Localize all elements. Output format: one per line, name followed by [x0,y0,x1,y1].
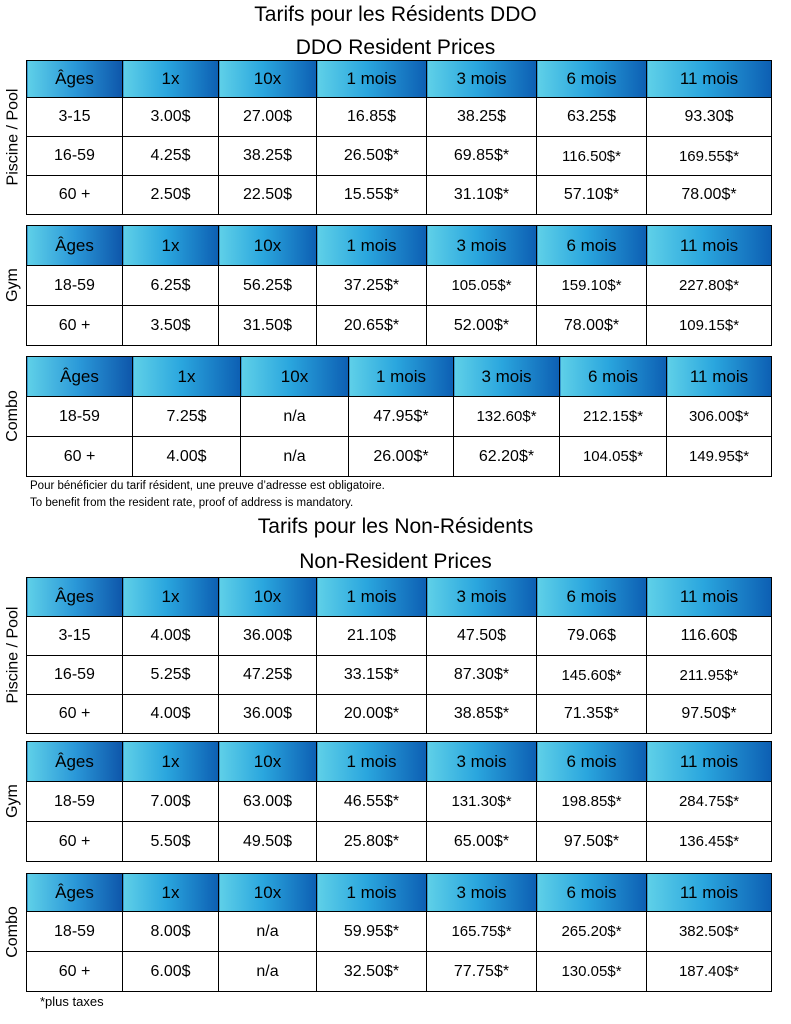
column-header: 10x [219,226,317,266]
column-header: 6 mois [537,226,647,266]
column-header: 10x [219,874,317,912]
price-row [27,912,772,952]
price-cell: 32.50$* [317,952,427,992]
price-cell: 56.25$ [219,266,317,306]
price-cell: 165.75$* [427,912,537,952]
age-cell: 3-15 [27,98,123,137]
price-cell: 130.05$* [537,952,647,992]
price-cell: 36.00$ [219,617,317,656]
price-row [27,306,772,346]
section-label-text: Piscine / Pool [4,606,21,704]
column-header: 1 mois [317,578,427,617]
column-header: 3 mois [427,742,537,782]
column-header: 10x [219,578,317,617]
price-cell: 52.00$* [427,306,537,346]
price-row [27,617,772,656]
price-cell: 37.25$* [317,266,427,306]
price-cell: 65.00$* [427,822,537,862]
column-header: 1x [123,742,219,782]
age-cell: 18-59 [27,782,123,822]
price-cell: 4.00$ [123,695,219,734]
price-cell: 198.85$* [537,782,647,822]
age-cell: 16-59 [27,656,123,695]
price-cell: 5.50$ [123,822,219,862]
age-cell: 18-59 [27,912,123,952]
resident-gym-table-group [4,225,771,345]
price-cell: 16.85$ [317,98,427,137]
resident-pool-table-group [4,60,771,215]
price-row [27,437,772,477]
price-cell: 26.00$* [349,437,454,477]
price-cell: 49.50$ [219,822,317,862]
price-cell: 38.25$ [219,137,317,176]
price-cell: 36.00$ [219,695,317,734]
price-cell: 62.20$* [454,437,560,477]
column-header: 1x [123,578,219,617]
price-cell: 47.25$ [219,656,317,695]
price-cell: 5.25$ [123,656,219,695]
price-row [27,137,772,176]
price-cell: 7.00$ [123,782,219,822]
nonresident-gym-table-group [4,741,771,861]
section-side-label [0,577,26,733]
price-cell: 6.00$ [123,952,219,992]
column-header: 1 mois [317,742,427,782]
column-header: 1x [123,874,219,912]
footnote: *plus taxes [40,994,104,1009]
age-cell: 60 + [27,695,123,734]
resident-note-en: To benefit from the resident rate, proof of address is mandatory. [30,497,354,509]
price-cell: 46.55$* [317,782,427,822]
resident-title-fr: Tarifs pour les Résidents DDO [254,3,537,26]
column-header: Âges [27,578,123,617]
price-cell: n/a [219,912,317,952]
price-cell: 59.95$* [317,912,427,952]
price-cell: 33.15$* [317,656,427,695]
price-cell: 93.30$ [647,98,772,137]
column-header: 6 mois [537,874,647,912]
price-row [27,695,772,734]
price-cell: 3.00$ [123,98,219,137]
column-header: 10x [219,61,317,98]
price-cell: 145.60$* [537,656,647,695]
column-header: Âges [27,742,123,782]
age-cell: 60 + [27,437,133,477]
price-cell: 159.10$* [537,266,647,306]
column-header: 11 mois [647,226,772,266]
price-cell: 97.50$* [647,695,772,734]
price-cell: 87.30$* [427,656,537,695]
section-side-label [0,356,26,476]
price-cell: 6.25$ [123,266,219,306]
price-cell: 57.10$* [537,176,647,215]
price-cell: 265.20$* [537,912,647,952]
price-cell: 25.80$* [317,822,427,862]
section-label-text: Piscine / Pool [4,88,21,186]
column-header: Âges [27,357,133,397]
nonresident-combo-table-group [4,873,771,991]
price-cell: 69.85$* [427,137,537,176]
column-header: 3 mois [427,578,537,617]
price-cell: n/a [241,437,349,477]
column-header: Âges [27,226,123,266]
price-row [27,176,772,215]
column-header: 10x [241,357,349,397]
resident-note-fr: Pour bénéficier du tarif résident, une preuve d’adresse est obligatoire. [30,480,385,492]
price-cell: 78.00$* [647,176,772,215]
resident-title-en: DDO Resident Prices [295,36,496,59]
column-header: 1 mois [317,61,427,98]
price-cell: 26.50$* [317,137,427,176]
price-cell: 136.45$* [647,822,772,862]
price-cell: 211.95$* [647,656,772,695]
column-header: 1 mois [349,357,454,397]
price-cell: 105.05$* [427,266,537,306]
price-cell: n/a [241,397,349,437]
section-side-label [0,741,26,861]
column-header: 3 mois [427,61,537,98]
price-cell: 78.00$* [537,306,647,346]
header-row [27,578,772,617]
section-label-text: Combo [4,390,22,442]
price-cell: 97.50$* [537,822,647,862]
section-label-text: Combo [4,906,22,958]
section-side-label [0,873,26,991]
price-cell: 47.50$ [427,617,537,656]
price-cell: 109.15$* [647,306,772,346]
price-table [26,60,772,215]
column-header: 11 mois [647,742,772,782]
price-cell: 3.50$ [123,306,219,346]
price-table [26,225,772,346]
price-cell: 47.95$* [349,397,454,437]
price-cell: 116.50$* [537,137,647,176]
column-header: 6 mois [560,357,667,397]
age-cell: 3-15 [27,617,123,656]
price-row [27,397,772,437]
age-cell: 18-59 [27,397,133,437]
nonresident-title-en: Non-Resident Prices [299,550,492,573]
price-cell: 149.95$* [667,437,772,477]
column-header: 11 mois [647,578,772,617]
price-cell: 20.65$* [317,306,427,346]
age-cell: 16-59 [27,137,123,176]
price-cell: 169.55$* [647,137,772,176]
age-cell: 60 + [27,176,123,215]
price-cell: 20.00$* [317,695,427,734]
header-row [27,742,772,782]
column-header: 11 mois [667,357,772,397]
column-header: 6 mois [537,578,647,617]
age-cell: 60 + [27,952,123,992]
price-cell: 38.85$* [427,695,537,734]
column-header: 6 mois [537,61,647,98]
price-row [27,266,772,306]
section-label-text: Gym [4,268,21,302]
price-table [26,577,772,734]
price-cell: 27.00$ [219,98,317,137]
age-cell: 60 + [27,822,123,862]
section-label-text: Gym [4,784,21,818]
price-row [27,782,772,822]
column-header: 10x [219,742,317,782]
price-cell: 79.06$ [537,617,647,656]
price-cell: 31.50$ [219,306,317,346]
price-cell: 187.40$* [647,952,772,992]
column-header: 11 mois [647,61,772,98]
price-cell: 4.00$ [133,437,241,477]
price-cell: n/a [219,952,317,992]
price-cell: 382.50$* [647,912,772,952]
column-header: 1 mois [317,874,427,912]
price-cell: 2.50$ [123,176,219,215]
header-row [27,874,772,912]
price-cell: 227.80$* [647,266,772,306]
price-row [27,98,772,137]
price-cell: 22.50$ [219,176,317,215]
column-header: 3 mois [427,874,537,912]
header-row [27,357,772,397]
header-row [27,61,772,98]
price-cell: 21.10$ [317,617,427,656]
price-row [27,822,772,862]
price-row [27,952,772,992]
nonresident-title-fr: Tarifs pour les Non-Résidents [257,515,534,538]
price-table [26,356,772,477]
price-cell: 8.00$ [123,912,219,952]
column-header: 11 mois [647,874,772,912]
price-cell: 131.30$* [427,782,537,822]
resident-combo-table-group [4,356,771,476]
price-cell: 132.60$* [454,397,560,437]
nonresident-pool-table-group [4,577,771,733]
price-cell: 104.05$* [560,437,667,477]
price-cell: 63.00$ [219,782,317,822]
column-header: 1x [123,226,219,266]
price-cell: 4.25$ [123,137,219,176]
section-side-label [0,225,26,345]
age-cell: 18-59 [27,266,123,306]
price-cell: 71.35$* [537,695,647,734]
price-cell: 212.15$* [560,397,667,437]
price-cell: 15.55$* [317,176,427,215]
column-header: 3 mois [454,357,560,397]
price-cell: 284.75$* [647,782,772,822]
price-row [27,656,772,695]
column-header: 1x [123,61,219,98]
column-header: 3 mois [427,226,537,266]
price-cell: 7.25$ [133,397,241,437]
column-header: 1x [133,357,241,397]
price-cell: 31.10$* [427,176,537,215]
column-header: 1 mois [317,226,427,266]
price-cell: 4.00$ [123,617,219,656]
price-cell: 116.60$ [647,617,772,656]
price-cell: 38.25$ [427,98,537,137]
column-header: 6 mois [537,742,647,782]
column-header: Âges [27,874,123,912]
header-row [27,226,772,266]
price-cell: 77.75$* [427,952,537,992]
section-side-label [0,60,26,214]
price-table [26,873,772,992]
price-cell: 306.00$* [667,397,772,437]
age-cell: 60 + [27,306,123,346]
price-table [26,741,772,862]
column-header: Âges [27,61,123,98]
price-cell: 63.25$ [537,98,647,137]
